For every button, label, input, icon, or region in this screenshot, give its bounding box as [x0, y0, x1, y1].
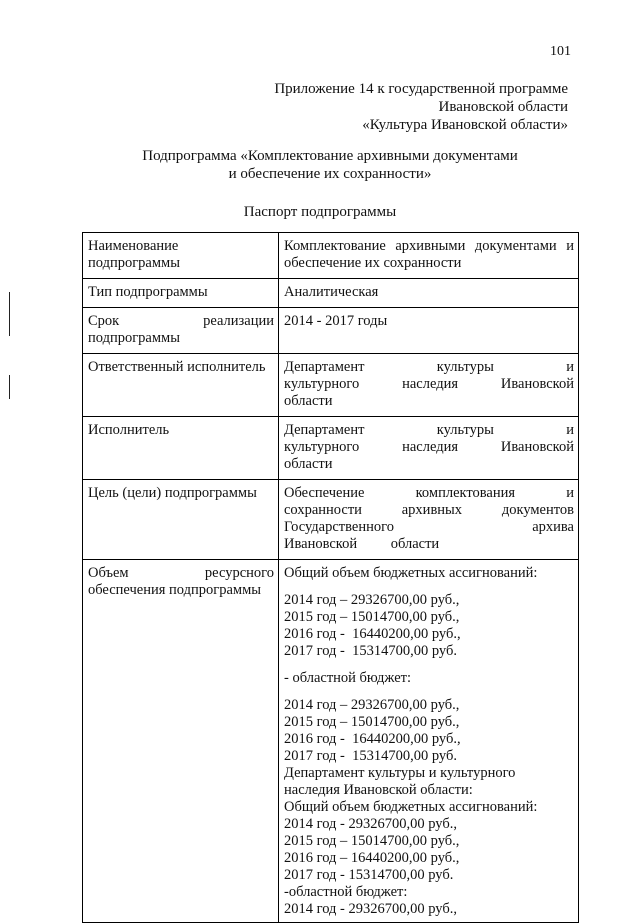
- label-text: ресурсного: [204, 565, 274, 581]
- label-text: Наименование подпрограммы: [88, 238, 180, 271]
- funding-year: 2016 год - 16440200,00 руб.,: [284, 626, 461, 642]
- table-row: [83, 233, 579, 279]
- funding-heading: - областной бюджет:: [284, 670, 412, 686]
- funding-year: 2017 год - 15314700,00 руб.: [284, 748, 457, 764]
- label-text: реализации: [203, 313, 274, 329]
- label-text: Срок: [88, 313, 120, 329]
- table-row: [83, 560, 579, 923]
- passport-title: Паспорт подпрограммы: [243, 204, 397, 220]
- table-row: [83, 279, 579, 308]
- table-row: [83, 308, 579, 354]
- row-label: Тип подпрограммы: [83, 279, 279, 308]
- row-value: Аналитическая: [279, 279, 579, 308]
- funding-year: 2016 год - 16440200,00 руб.,: [284, 731, 461, 747]
- row-value: Комплектование архивными документами и обеспечение их сохранности: [279, 233, 579, 279]
- table-row: [83, 417, 579, 480]
- row-value-funding: [279, 560, 579, 923]
- label-text: обеспечения подпрограммы: [88, 582, 262, 598]
- row-label: [83, 308, 279, 354]
- appendix-header: [208, 80, 568, 134]
- funding-dept: Департамент культуры и культурного: [284, 765, 516, 781]
- row-value: Обеспечение комплектования и сохранности архивных документов Государственного архива Ивановской области: [279, 480, 579, 560]
- row-value: Департамент культуры и культурного наследия Ивановской области: [279, 417, 579, 480]
- funding-dept: наследия Ивановской области:: [284, 782, 473, 798]
- row-label: [83, 233, 279, 279]
- subprogram-title: [100, 147, 560, 183]
- passport-table: [82, 232, 579, 923]
- funding-year: 2014 год - 29326700,00 руб.,: [284, 901, 457, 917]
- table-row: [83, 354, 579, 417]
- funding-year: 2017 год - 15314700,00 руб.: [284, 643, 457, 659]
- funding-year: 2014 год – 29326700,00 руб.,: [284, 592, 460, 608]
- scan-margin-mark: [9, 375, 10, 399]
- row-label: Цель (цели) подпрограммы: [83, 480, 279, 560]
- subprogram-title-line: и обеспечение их сохранности»: [228, 166, 432, 182]
- appendix-line: Ивановской области: [438, 99, 568, 115]
- funding-year: 2016 год – 16440200,00 руб.,: [284, 850, 460, 866]
- funding-year: 2015 год – 15014700,00 руб.,: [284, 833, 460, 849]
- table-row: [83, 480, 579, 560]
- funding-year: 2014 год - 29326700,00 руб.,: [284, 816, 457, 832]
- subprogram-title-line: Подпрограмма «Комплектование архивными документами: [142, 148, 518, 164]
- appendix-line: Приложение 14 к государственной программе: [274, 81, 568, 97]
- row-value: Департамент культуры и культурного наследия Ивановской области: [279, 354, 579, 417]
- page-number: 101: [550, 44, 571, 59]
- funding-heading: Общий объем бюджетных ассигнований:: [284, 565, 538, 581]
- row-label: Ответственный исполнитель: [83, 354, 279, 417]
- funding-year: 2014 год – 29326700,00 руб.,: [284, 697, 460, 713]
- funding-heading: -областной бюджет:: [284, 884, 408, 900]
- row-label: [83, 560, 279, 923]
- funding-heading: Общий объем бюджетных ассигнований:: [284, 799, 538, 815]
- funding-year: 2015 год – 15014700,00 руб.,: [284, 609, 460, 625]
- funding-year: 2015 год – 15014700,00 руб.,: [284, 714, 460, 730]
- row-label: Исполнитель: [83, 417, 279, 480]
- row-value: 2014 - 2017 годы: [279, 308, 579, 354]
- appendix-line: «Культура Ивановской области»: [362, 117, 568, 133]
- scan-margin-mark: [9, 292, 10, 336]
- funding-year: 2017 год - 15314700,00 руб.: [284, 867, 454, 883]
- label-text: Объем: [88, 565, 129, 581]
- label-text: подпрограммы: [88, 330, 180, 346]
